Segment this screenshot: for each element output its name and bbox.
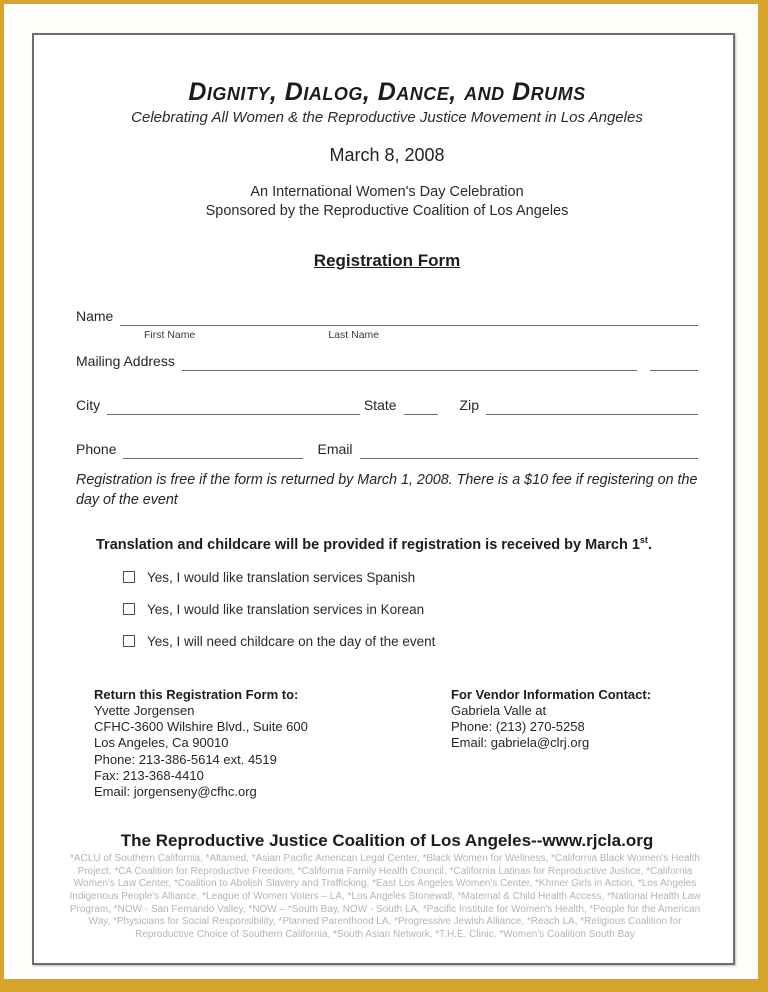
name-captions	[76, 329, 698, 341]
phone-email-row	[76, 440, 698, 459]
translation-childcare-note	[76, 535, 698, 553]
state-label: State	[363, 397, 397, 413]
return-contact-name: Yvette Jorgensen	[94, 703, 195, 719]
zip-label: Zip	[459, 397, 479, 413]
translation-spanish-label: Yes, I would like translation services Spanish	[147, 569, 416, 585]
mailing-address-field-line-short[interactable]	[650, 354, 698, 371]
name-label: Name	[76, 308, 114, 324]
childcare-option	[76, 634, 698, 649]
city-label: City	[76, 397, 101, 413]
translation-note-superscript: st	[639, 535, 648, 545]
event-description	[76, 183, 698, 221]
phone-field-line[interactable]	[123, 442, 303, 459]
coalition-title: The Reproductive Justice Coalition of Los Angeles--www.rjcla.org	[120, 831, 654, 851]
return-contact-street: CFHC-3600 Wilshire Blvd., Suite 600	[94, 719, 308, 735]
state-field-line[interactable]	[404, 398, 438, 415]
vendor-contact-heading: For Vendor Information Contact:	[451, 686, 652, 702]
return-contact-city: Los Angeles, Ca 90010	[94, 735, 229, 751]
childcare-label: Yes, I will need childcare on the day of the event	[147, 633, 436, 649]
translation-spanish-checkbox[interactable]	[123, 571, 135, 583]
registration-form-page	[32, 33, 735, 965]
return-contact-fax: Fax: 213-368-4410	[94, 767, 204, 783]
event-description-line1: An International Women's Day Celebration	[250, 184, 524, 200]
event-title: Dignity, Dialog, Dance, and Drums	[188, 78, 586, 106]
translation-note-text: Translation and childcare will be provided if registration is received by March 1	[96, 536, 640, 553]
email-label: Email	[317, 441, 353, 457]
email-field-line[interactable]	[360, 442, 699, 459]
first-name-caption: First Name	[144, 329, 196, 341]
city-field-line[interactable]	[107, 398, 360, 415]
event-description-line2: Sponsored by the Reproductive Coalition of Los Angeles	[205, 203, 569, 219]
zip-field-line[interactable]	[486, 398, 698, 415]
event-date: March 8, 2008	[329, 145, 445, 165]
city-state-zip-row	[76, 396, 698, 415]
translation-korean-checkbox[interactable]	[123, 603, 135, 615]
translation-note-period: .	[647, 536, 652, 553]
return-contact-email: Email: jorgenseny@cfhc.org	[94, 784, 257, 800]
return-contact-heading: Return this Registration Form to:	[94, 686, 299, 702]
fee-note: Registration is free if the form is returned by March 1, 2008. There is a $10 fee if registering on the day of the event	[76, 472, 698, 508]
return-contact-phone: Phone: 213-386-5614 ext. 4519	[94, 751, 277, 767]
phone-label: Phone	[76, 441, 117, 457]
mailing-address-field-line[interactable]	[182, 354, 637, 371]
mailing-address-row	[76, 352, 698, 371]
registration-form-heading: Registration Form	[313, 251, 461, 270]
vendor-contact-email: Email: gabriela@clrj.org	[451, 735, 590, 751]
vendor-contact-phone: Phone: (213) 270-5258	[451, 719, 585, 735]
translation-spanish-option	[76, 570, 698, 585]
return-contact-block	[94, 687, 451, 800]
mailing-address-label: Mailing Address	[76, 353, 175, 369]
vendor-contact-name: Gabriela Valle at	[451, 703, 547, 719]
name-field-line[interactable]	[120, 309, 698, 326]
translation-korean-option	[76, 602, 698, 617]
name-row	[76, 307, 698, 326]
translation-korean-label: Yes, I would like translation services in Korean	[147, 601, 425, 617]
last-name-caption: Last Name	[328, 329, 380, 341]
vendor-contact-block	[451, 687, 698, 800]
coalition-members-list: *ACLU of Southern California, *Altamed, *Asian Pacific American Legal Center, *Black Women for Wellness, *California Black Women's Health Project, *CA Coalition for Reproductive Freedom, *California Family Health Council, *California Latinas for Reproductive Justice, *California Women's Law Center, *Coalition to Abolish Slavery and Trafficking, *East Los Angeles Women's Center, *Khmer Girls in Action, *Los Angeles Indigenous People's Alliance, *League of Women Voters – LA, *Los Angeles Stonewall, *Maternal & Child Health Access, *National Health Law Program, *NOW - San Fernando Valley, *NOW – *South Bay, NOW - South LA, *Pacific Institute for Women's Health, *People for the American Way, *Physicians for Social Responsibility, *Planned Parenthood LA, *Progressive Jewish Alliance, *Reach LA, *Religious Coalition for Reproductive Choice of Southern California, *South Asian Network, *T.H.E. Clinic, *Women's Coalition South Bay	[69, 853, 701, 940]
childcare-checkbox[interactable]	[123, 635, 135, 647]
contact-info-section	[76, 687, 698, 800]
event-subtitle: Celebrating All Women & the Reproductive Justice Movement in Los Angeles	[131, 109, 643, 126]
